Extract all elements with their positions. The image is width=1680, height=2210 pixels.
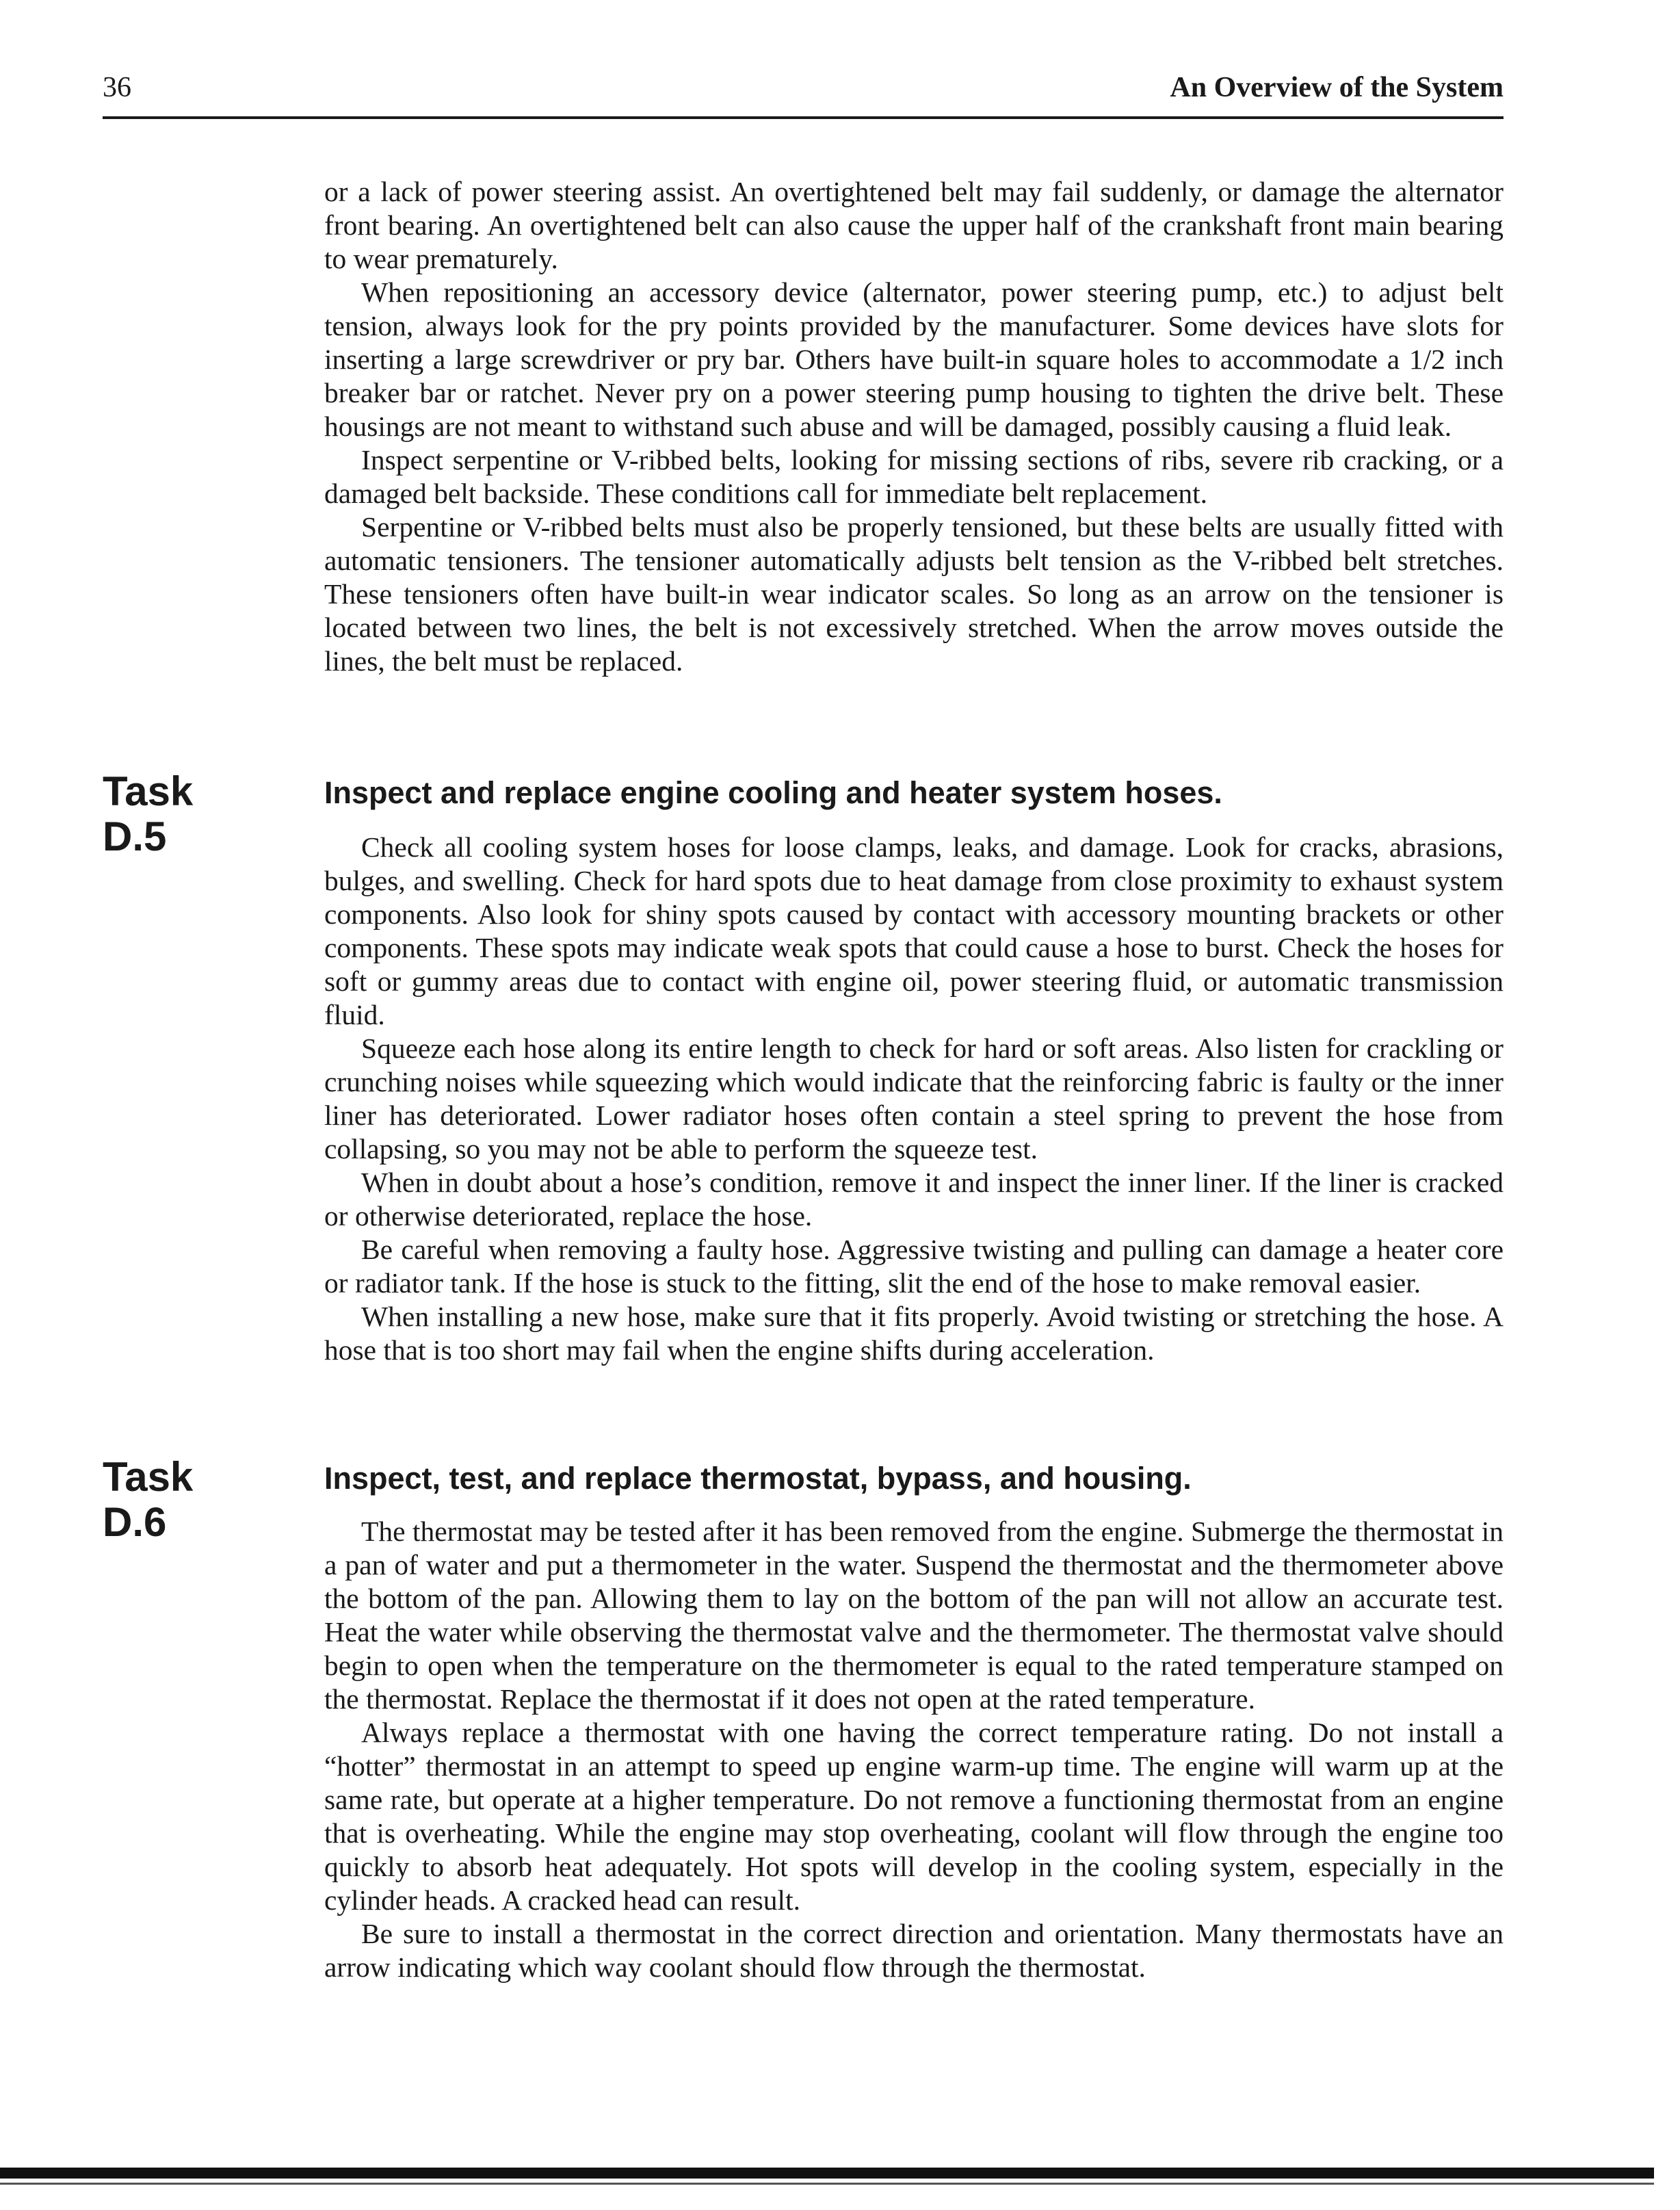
- paragraph: The thermostat may be tested after it has been removed from the engine. Submerge the thermostat in a pan of water and put a thermometer in the water. Suspend the thermostat and the thermometer above the bottom of the pan. Allowing them to lay on the bottom of the pan will not allow an accurate test. Heat the water while observing the thermostat valve and the thermometer. The thermostat valve should begin to open when the temperature on the thermometer is equal to the rated temperature stamped on the thermostat. Replace the thermostat if it does not open at the rated temperature.: [324, 1516, 1504, 1715]
- task-d5-heading: Inspect and replace engine cooling and heater system hoses.: [324, 775, 1222, 810]
- task-d5-text: [324, 831, 1504, 1367]
- task-label-number: D.5: [103, 814, 167, 859]
- paragraph: Check all cooling system hoses for loose clamps, leaks, and damage. Look for cracks, abrasions, bulges, and swelling. Check for hard spots due to heat damage from close proximity to exhaust system components. Also look for shiny spots caused by contact with accessory mounting brackets or other components. These spots may indicate weak spots that could cause a hose to burst. Check the hoses for soft or gummy areas due to contact with engine oil, power steering fluid, or automatic transmission fluid.: [324, 831, 1504, 1030]
- paragraph: Inspect serpentine or V-ribbed belts, looking for missing sections of ribs, severe rib cracking, or a damaged belt backside. These conditions call for immediate belt replacement.: [324, 444, 1504, 509]
- paragraph: Be careful when removing a faulty hose. Aggressive twisting and pulling can damage a heater core or radiator tank. If the hose is stuck to the fitting, slit the end of the hose to make removal easier.: [324, 1234, 1504, 1299]
- paragraph: When in doubt about a hose’s condition, remove it and inspect the inner liner. If the liner is cracked or otherwise deteriorated, replace the hose.: [324, 1167, 1504, 1232]
- task-label-word: Task: [103, 768, 194, 814]
- task-d6-label: [103, 1455, 193, 1545]
- task-d6-heading: Inspect, test, and replace thermostat, bypass, and housing.: [324, 1461, 1192, 1496]
- task-d6-text: [324, 1515, 1504, 1984]
- footer-rule-thin: [0, 2183, 1654, 2185]
- paragraph: Be sure to install a thermostat in the correct direction and orientation. Many thermostats have an arrow indicating which way coolant should flow through the thermostat.: [324, 1918, 1504, 1983]
- paragraph: Serpentine or V-ribbed belts must also be properly tensioned, but these belts are usually fitted with automatic tensioners. The tensioner automatically adjusts belt tension as the V-ribbed belt stretches. These tensioners often have built-in wear indicator scales. So long as an arrow on the tensioner is located between two lines, the belt is not excessively stretched. When the arrow moves outside the lines, the belt must be replaced.: [324, 511, 1504, 677]
- paragraph: When repositioning an accessory device (alternator, power steering pump, etc.) to adjust belt tension, always look for the pry points provided by the manufacturer. Some devices have slots for inserting a large screwdriver or pry bar. Others have built-in square holes to accommodate a 1/2 inch breaker bar or ratchet. Never pry on a power steering pump housing to tighten the drive belt. These housings are not meant to withstand such abuse and will be damaged, possibly causing a fluid leak.: [324, 276, 1504, 442]
- paragraph: or a lack of power steering assist. An overtightened belt may fail suddenly, or damage the alternator front bearing. An overtightened belt can also cause the upper half of the crankshaft front main bearing to wear prematurely.: [324, 176, 1504, 274]
- task-label-number: D.6: [103, 1499, 167, 1545]
- footer-rule: [0, 2168, 1654, 2179]
- paragraph: Always replace a thermostat with one having the correct temperature rating. Do not install a “hotter” thermostat in an attempt to speed up engine warm-up time. The engine will warm up at the same rate, but operate at a higher temperature. Do not remove a functioning thermostat from an engine that is overheating. While the engine may stop overheating, coolant will flow through the engine too quickly to absorb heat adequately. Hot spots will develop in the cooling system, especially in the cylinder heads. A cracked head can result.: [324, 1717, 1504, 1916]
- header-rule: [103, 116, 1504, 119]
- paragraph: When installing a new hose, make sure that it fits properly. Avoid twisting or stretching the hose. A hose that is too short may fail when the engine shifts during acceleration.: [324, 1301, 1504, 1366]
- task-d5-label: [103, 769, 193, 859]
- running-title: An Overview of the System: [1170, 72, 1504, 103]
- page-number: 36: [103, 72, 131, 103]
- task-label-word: Task: [103, 1454, 194, 1500]
- paragraph: Squeeze each hose along its entire length to check for hard or soft areas. Also listen for crackling or crunching noises while squeezing which would indicate that the reinforcing fabric is faulty or the inner liner has deteriorated. Lower radiator hoses often contain a steel spring to prevent the hose from collapsing, so you may not be able to perform the squeeze test.: [324, 1032, 1504, 1165]
- intro-text: [324, 175, 1504, 678]
